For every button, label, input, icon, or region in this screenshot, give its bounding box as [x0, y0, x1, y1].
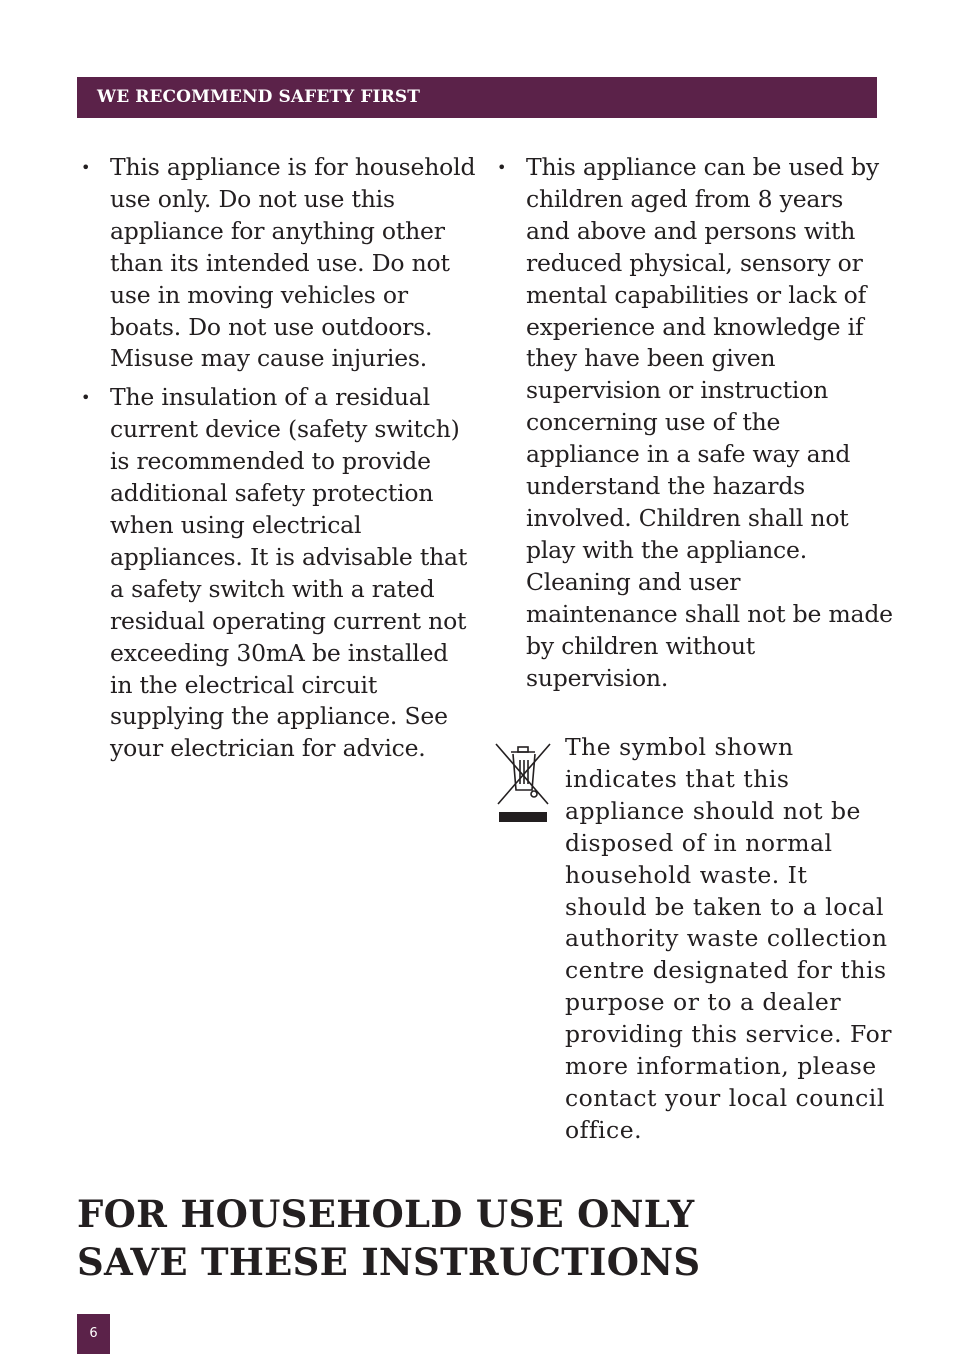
page-number: 6: [77, 1314, 110, 1354]
bullet-icon: •: [81, 158, 91, 177]
weee-notice-text: The symbol shown indicates that this appliance should not be disposed of in normal household waste. It should be taken to a local authority waste collection centre designated for this purpose or to a dealer providing this service. For more information, please contact your local council office.: [565, 733, 892, 1144]
section-header: [77, 77, 877, 118]
footer-title-line-1: FOR HOUSEHOLD USE ONLY: [77, 1192, 695, 1236]
list-item: [77, 382, 477, 765]
list-item-text: This appliance is for household use only. Do not use this appliance for anything other than its intended use. Do not use in moving vehicles or boats. Do not use outdoors. Misuse may cause injuries.: [110, 153, 476, 373]
list-item: [493, 152, 893, 694]
weee-notice: [493, 732, 893, 1147]
list-item-text: The insulation of a residual current device (safety switch) is recommended to provide additional safety protection when using electrical appliances. It is advisable that a safety switch with a rated residual operating current not exceeding 30mA be installed in the electrical circuit supplying the appliance. See your electrician for advice.: [110, 383, 468, 763]
bullet-icon: •: [81, 388, 91, 408]
list-item: [77, 152, 477, 375]
bullet-icon: •: [497, 158, 507, 177]
section-header-title: WE RECOMMEND SAFETY FIRST: [97, 87, 420, 107]
footer-title: [77, 1190, 700, 1286]
right-column: [493, 152, 893, 701]
left-column: [77, 152, 477, 772]
list-item-text: This appliance can be used by children aged from 8 years and above and persons with reduced physical, sensory or mental capabilities or lack of experience and knowledge if they have been given supervision or instruction concerning use of the appliance in a safe way and understand the hazards involved. Children shall not play with the appliance. Cleaning and user maintenance shall not be made by children without supervision.: [526, 153, 893, 692]
crossed-out-wheelie-bin-icon: [493, 738, 553, 822]
footer-title-line-2: SAVE THESE INSTRUCTIONS: [77, 1240, 701, 1284]
